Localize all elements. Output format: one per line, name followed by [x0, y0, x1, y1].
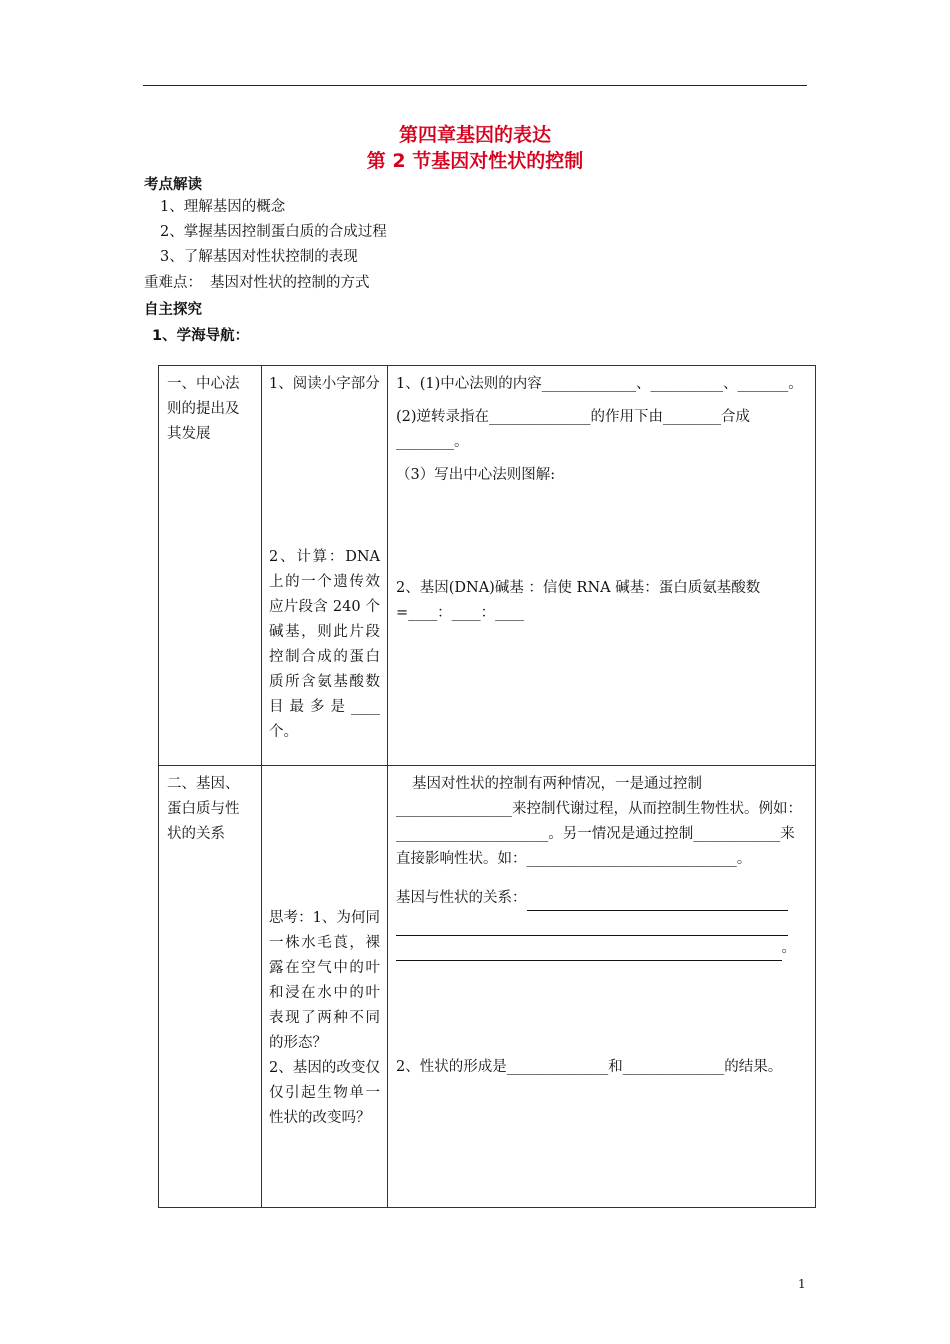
relation-line-1: [396, 886, 788, 911]
objective-item: 2、掌握基因控制蛋白质的合成过程: [160, 224, 387, 240]
chapter-title: 第四章基因的表达: [398, 124, 551, 146]
question-base-ratio: 2、基因(DNA)碱基 ：信使 RNA 碱基：蛋白质氨基酸数=____：____：____: [396, 580, 761, 621]
study-table: [158, 365, 816, 1208]
question-cell: [388, 366, 816, 766]
focus-text: 基因对性状的控制的方式: [210, 275, 370, 291]
header-rule: [143, 85, 807, 86]
focus-label: 重难点：: [144, 275, 202, 291]
table-row: [159, 366, 816, 766]
relation-end: 。: [781, 940, 796, 956]
relation-blank: [396, 936, 782, 961]
question-diagram: （3）写出中心法则图解:: [396, 467, 556, 483]
topic-gene-protein-trait: 二、基因、蛋白质与性状的关系: [167, 776, 240, 842]
answer-cell: [388, 766, 816, 1208]
question-central-dogma-content: 1、(1)中心法则的内容_____________、__________、_______。: [396, 376, 803, 392]
exam-points-heading: 考点解读: [144, 177, 202, 193]
task-cell: [262, 366, 388, 766]
task-read: 1、阅读小字部分: [269, 376, 380, 392]
think-question-1: 思考：1、为何同一株水毛莨，裸露在空气中的叶和浸在水中的叶表现了两种不同的形态？: [269, 910, 380, 1051]
section-title: 第 2 节基因对性状的控制: [366, 150, 584, 172]
focus-line: [144, 271, 370, 292]
topic-cell: [159, 366, 262, 766]
topic-cell: [159, 766, 262, 1208]
page-number: 1: [798, 1277, 806, 1291]
question-reverse-transcription: (2)逆转录指在______________的作用下由________合成________。: [396, 409, 751, 450]
relation-blank: [396, 911, 788, 936]
objective-item: 1、理解基因的概念: [160, 199, 286, 215]
gene-control-paragraph: 基因对性状的控制有两种情况，一是通过控制________________来控制代谢过程，从而控制生物性状。例如：_____________________。另一情况是通过控制____________来直接影响性状。如：_____________________________。: [396, 776, 802, 867]
trait-formation-question: 2、性状的形成是______________和______________的结果。: [396, 1059, 783, 1075]
table-row: [159, 766, 816, 1208]
think-question-2: 2、基因的改变仅仅引起生物单一性状的改变吗？: [269, 1060, 380, 1126]
objectives-list: [160, 197, 387, 272]
study-nav-heading: 1、学海导航：: [152, 328, 250, 344]
self-study-heading: 自主探究: [144, 302, 202, 318]
task-calculate: 2、计算：DNA 上的一个遗传效应片段含 240 个碱基，则此片段控制合成的蛋白质所含氨基酸数目最多是____个。: [269, 549, 380, 740]
think-cell: [262, 766, 388, 1208]
topic-central-dogma: 一、中心法则的提出及其发展: [167, 376, 240, 442]
objective-item: 3、了解基因对性状控制的表现: [160, 249, 358, 265]
relation-line-3: [396, 936, 796, 961]
relation-blank: [527, 886, 789, 911]
relation-label: 基因与性状的关系：: [396, 890, 527, 906]
